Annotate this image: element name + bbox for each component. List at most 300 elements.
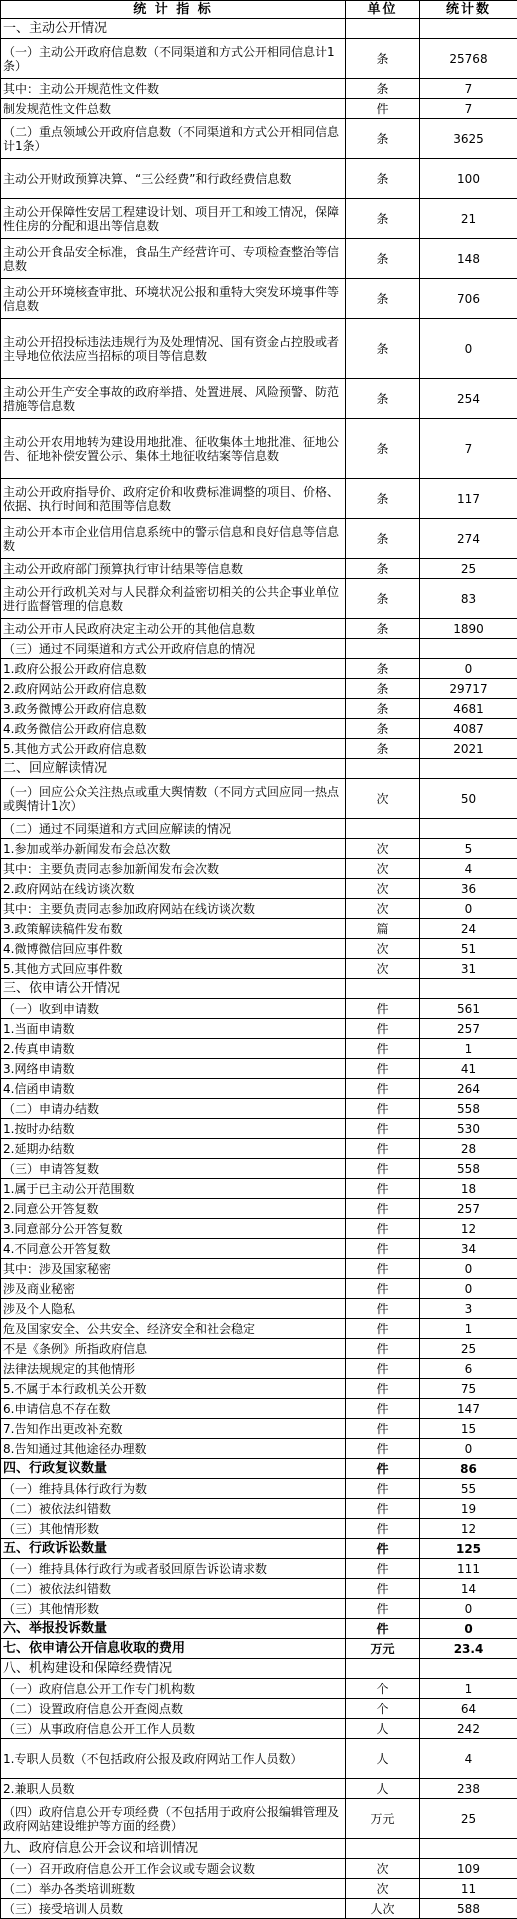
row-unit: 条 (346, 319, 420, 379)
table-row (1, 1899, 517, 1919)
row-count: 0 (420, 1599, 517, 1619)
table-row (1, 859, 517, 879)
row-indicator: 1.专职人员数（不包括政府公报及政府网站工作人员数） (1, 1739, 346, 1779)
row-unit: 件 (346, 1219, 420, 1239)
table-row (1, 839, 517, 859)
row-count: 238 (420, 1779, 517, 1799)
row-indicator: 七、依申请公开信息收取的费用 (1, 1639, 346, 1659)
table-row (1, 1299, 517, 1319)
row-count: 15 (420, 1419, 517, 1439)
row-count: 83 (420, 579, 517, 619)
row-indicator: 涉及商业秘密 (1, 1279, 346, 1299)
row-unit: 条 (346, 659, 420, 679)
row-indicator: 3.政策解读稿件发布数 (1, 919, 346, 939)
row-count: 0 (420, 1439, 517, 1459)
row-indicator: 2.政府网站公开政府信息数 (1, 679, 346, 699)
table-row (1, 1719, 517, 1739)
row-unit: 件 (346, 1519, 420, 1539)
row-unit: 件 (346, 1159, 420, 1179)
row-unit: 条 (346, 379, 420, 419)
row-unit: 条 (346, 239, 420, 279)
row-unit: 件 (346, 1259, 420, 1279)
section-row (1, 1539, 517, 1559)
row-indicator: 1.参加或举办新闻发布会总次数 (1, 839, 346, 859)
section-row (1, 1619, 517, 1639)
table-row (1, 999, 517, 1019)
row-indicator: 4.微博微信回应事件数 (1, 939, 346, 959)
row-unit: 人 (346, 1779, 420, 1799)
table-row (1, 1879, 517, 1899)
row-indicator: 主动公开生产安全事故的政府举措、处置进展、风险预警、防范措施等信息数 (1, 379, 346, 419)
row-count: 0 (420, 659, 517, 679)
row-count: 23.4 (420, 1639, 517, 1659)
row-indicator: （三）申请答复数 (1, 1159, 346, 1179)
table-row (1, 1339, 517, 1359)
section-row (1, 979, 517, 999)
row-indicator: （二）申请办结数 (1, 1099, 346, 1119)
row-unit: 件 (346, 1039, 420, 1059)
row-indicator: 五、行政诉讼数量 (1, 1539, 346, 1559)
row-unit: 条 (346, 559, 420, 579)
table-row (1, 119, 517, 159)
row-count: 3625 (420, 119, 517, 159)
row-unit: 件 (346, 1339, 420, 1359)
row-count: 0 (420, 1259, 517, 1279)
row-indicator: （一）政府信息公开工作专门机构数 (1, 1679, 346, 1699)
row-unit: 条 (346, 579, 420, 619)
table-row (1, 1859, 517, 1879)
table-row (1, 519, 517, 559)
row-unit: 件 (346, 1359, 420, 1379)
row-indicator: 主动公开本市企业信用信息系统中的警示信息和良好信息等信息数 (1, 519, 346, 559)
row-unit (346, 759, 420, 779)
table-row (1, 379, 517, 419)
row-unit (346, 1659, 420, 1679)
table-row (1, 739, 517, 759)
row-indicator: 5.其他方式回应事件数 (1, 959, 346, 979)
table-row (1, 1319, 517, 1339)
row-indicator: （一）主动公开政府信息数（不同渠道和方式公开相同信息计1条） (1, 39, 346, 79)
table-row (1, 819, 517, 839)
row-indicator: 主动公开市人民政府决定主动公开的其他信息数 (1, 619, 346, 639)
row-unit: 人 (346, 1719, 420, 1739)
row-unit: 件 (346, 99, 420, 119)
row-unit: 人 (346, 1739, 420, 1779)
table-row (1, 1019, 517, 1039)
table-row (1, 99, 517, 119)
row-count: 7 (420, 99, 517, 119)
row-count: 25 (420, 1799, 517, 1839)
row-unit: 条 (346, 519, 420, 559)
row-unit: 个 (346, 1679, 420, 1699)
row-count: 0 (420, 1619, 517, 1639)
row-indicator: 1.按时办结数 (1, 1119, 346, 1139)
table-row (1, 699, 517, 719)
header-unit: 单位 (346, 1, 420, 19)
row-count: 558 (420, 1159, 517, 1179)
row-indicator: 4.不同意公开答复数 (1, 1239, 346, 1259)
row-count (420, 1659, 517, 1679)
row-count: 117 (420, 479, 517, 519)
table-row (1, 719, 517, 739)
row-count: 147 (420, 1399, 517, 1419)
table-row (1, 1439, 517, 1459)
table-row (1, 1499, 517, 1519)
row-unit: 万元 (346, 1639, 420, 1659)
table-row (1, 1179, 517, 1199)
row-indicator: 主动公开招投标违法违规行为及处理情况、国有资金占控股或者主导地位依法应当招标的项目等信息数 (1, 319, 346, 379)
row-unit (346, 639, 420, 659)
table-row (1, 1239, 517, 1259)
row-unit: 条 (346, 679, 420, 699)
row-indicator: 涉及个人隐私 (1, 1299, 346, 1319)
row-unit: 条 (346, 419, 420, 479)
table-row (1, 1739, 517, 1779)
table-row (1, 279, 517, 319)
row-indicator: 一、主动公开情况 (1, 19, 346, 39)
row-indicator: 主动公开保障性安居工程建设计划、项目开工和竣工情况，保障性住房的分配和退出等信息数 (1, 199, 346, 239)
row-unit: 件 (346, 1459, 420, 1479)
row-unit: 件 (346, 1299, 420, 1319)
row-unit: 万元 (346, 1799, 420, 1839)
row-count: 34 (420, 1239, 517, 1259)
row-unit: 条 (346, 39, 420, 79)
row-unit: 次 (346, 859, 420, 879)
row-unit: 件 (346, 1599, 420, 1619)
table-row (1, 479, 517, 519)
row-count: 111 (420, 1559, 517, 1579)
row-indicator: 7.告知作出更改补充数 (1, 1419, 346, 1439)
table-row (1, 559, 517, 579)
row-unit: 件 (346, 1439, 420, 1459)
table-row (1, 1379, 517, 1399)
row-count: 588 (420, 1899, 517, 1919)
row-indicator: （一）收到申请数 (1, 999, 346, 1019)
row-count: 36 (420, 879, 517, 899)
table-row (1, 1779, 517, 1799)
row-count: 25 (420, 1339, 517, 1359)
row-count: 558 (420, 1099, 517, 1119)
row-indicator: 八、机构建设和保障经费情况 (1, 1659, 346, 1679)
table-row (1, 199, 517, 239)
row-unit: 件 (346, 1119, 420, 1139)
row-indicator: 不是《条例》所指政府信息 (1, 1339, 346, 1359)
row-count (420, 979, 517, 999)
row-unit: 条 (346, 619, 420, 639)
section-row (1, 1839, 517, 1859)
row-indicator: （一）维持具体行政行为或者驳回原告诉讼请求数 (1, 1559, 346, 1579)
table-row (1, 1099, 517, 1119)
row-indicator: 主动公开食品安全标准，食品生产经营许可、专项检查整治等信息数 (1, 239, 346, 279)
row-count (420, 1839, 517, 1859)
row-count: 0 (420, 319, 517, 379)
table-row (1, 1039, 517, 1059)
row-count: 5 (420, 839, 517, 859)
row-indicator: 二、回应解读情况 (1, 759, 346, 779)
row-count: 4087 (420, 719, 517, 739)
row-indicator: 主动公开政府指导价、政府定价和收费标准调整的项目、价格、依据、执行时间和范围等信息数 (1, 479, 346, 519)
table-row (1, 1579, 517, 1599)
row-count (420, 639, 517, 659)
row-indicator: 5.其他方式公开政府信息数 (1, 739, 346, 759)
row-indicator: 三、依申请公开情况 (1, 979, 346, 999)
row-indicator: 3.网络申请数 (1, 1059, 346, 1079)
table-row (1, 1419, 517, 1439)
row-indicator: （二）重点领域公开政府信息数（不同渠道和方式公开相同信息计1条） (1, 119, 346, 159)
table-row (1, 239, 517, 279)
row-unit: 件 (346, 999, 420, 1019)
row-count: 21 (420, 199, 517, 239)
row-indicator: 5.不属于本行政机关公开数 (1, 1379, 346, 1399)
row-count: 7 (420, 419, 517, 479)
table-row (1, 1059, 517, 1079)
row-unit (346, 19, 420, 39)
row-unit: 次 (346, 939, 420, 959)
row-count: 706 (420, 279, 517, 319)
row-unit: 件 (346, 1559, 420, 1579)
row-unit: 条 (346, 79, 420, 99)
table-row (1, 319, 517, 379)
row-unit: 件 (346, 1619, 420, 1639)
row-count: 14 (420, 1579, 517, 1599)
row-count: 257 (420, 1019, 517, 1039)
row-count: 86 (420, 1459, 517, 1479)
table-row (1, 1479, 517, 1499)
row-indicator: （二）设置政府信息公开查阅点数 (1, 1699, 346, 1719)
row-indicator: （三）从事政府信息公开工作人员数 (1, 1719, 346, 1739)
row-count: 1 (420, 1679, 517, 1699)
row-unit: 件 (346, 1099, 420, 1119)
row-indicator: 危及国家安全、公共安全、经济安全和社会稳定 (1, 1319, 346, 1339)
row-indicator: 6.申请信息不存在数 (1, 1399, 346, 1419)
row-count: 12 (420, 1519, 517, 1539)
row-count: 31 (420, 959, 517, 979)
row-indicator: （二）被依法纠错数 (1, 1579, 346, 1599)
row-indicator: 1.当面申请数 (1, 1019, 346, 1039)
row-count: 0 (420, 899, 517, 919)
table-row (1, 1159, 517, 1179)
row-indicator: （一）维持具体行政行为数 (1, 1479, 346, 1499)
row-count: 1 (420, 1319, 517, 1339)
row-unit: 件 (346, 1179, 420, 1199)
row-unit: 人次 (346, 1899, 420, 1919)
row-unit (346, 819, 420, 839)
row-indicator: （二）被依法纠错数 (1, 1499, 346, 1519)
row-count: 11 (420, 1879, 517, 1899)
row-indicator: 其中：主要负责同志参加新闻发布会次数 (1, 859, 346, 879)
row-indicator: 其中：主动公开规范性文件数 (1, 79, 346, 99)
row-count: 530 (420, 1119, 517, 1139)
row-count: 2021 (420, 739, 517, 759)
row-count: 109 (420, 1859, 517, 1879)
row-unit: 条 (346, 199, 420, 239)
row-count: 254 (420, 379, 517, 419)
row-indicator: （三）接受培训人员数 (1, 1899, 346, 1919)
row-count: 25768 (420, 39, 517, 79)
table-row (1, 1199, 517, 1219)
row-indicator: 1.属于已主动公开范围数 (1, 1179, 346, 1199)
header-indicator: 统 计 指 标 (1, 1, 346, 19)
section-row (1, 1459, 517, 1479)
row-count: 7 (420, 79, 517, 99)
table-row (1, 679, 517, 699)
row-unit: 条 (346, 739, 420, 759)
row-indicator: 2.同意公开答复数 (1, 1199, 346, 1219)
row-count: 12 (420, 1219, 517, 1239)
row-indicator: （四）政府信息公开专项经费（不包括用于政府公报编辑管理及政府网站建设维护等方面的经费） (1, 1799, 346, 1839)
row-unit: 件 (346, 1399, 420, 1419)
row-count: 51 (420, 939, 517, 959)
row-indicator: 其中：主要负责同志参加政府网站在线访谈次数 (1, 899, 346, 919)
row-indicator: （一）回应公众关注热点或重大舆情数（不同方式回应同一热点或舆情计1次） (1, 779, 346, 819)
row-indicator: 2.延期办结数 (1, 1139, 346, 1159)
row-count: 264 (420, 1079, 517, 1099)
table-row (1, 879, 517, 899)
row-unit: 条 (346, 719, 420, 739)
table-row (1, 579, 517, 619)
table-row (1, 619, 517, 639)
table-header-row (1, 1, 517, 19)
row-unit (346, 1839, 420, 1859)
row-unit: 件 (346, 1239, 420, 1259)
row-unit: 件 (346, 1579, 420, 1599)
table-row (1, 419, 517, 479)
row-count: 55 (420, 1479, 517, 1499)
section-row (1, 19, 517, 39)
row-count: 3 (420, 1299, 517, 1319)
row-indicator: 制发规范性文件总数 (1, 99, 346, 119)
row-count: 6 (420, 1359, 517, 1379)
header-count: 统计数 (420, 1, 517, 19)
row-count: 41 (420, 1059, 517, 1079)
row-indicator: （三）其他情形数 (1, 1599, 346, 1619)
row-count: 28 (420, 1139, 517, 1159)
row-unit: 次 (346, 1859, 420, 1879)
row-unit: 件 (346, 1279, 420, 1299)
row-unit: 次 (346, 779, 420, 819)
row-count: 64 (420, 1699, 517, 1719)
row-indicator: 其中：涉及国家秘密 (1, 1259, 346, 1279)
table-row (1, 639, 517, 659)
row-indicator: 2.政府网站在线访谈次数 (1, 879, 346, 899)
row-unit: 件 (346, 1059, 420, 1079)
table-row (1, 939, 517, 959)
row-indicator: 四、行政复议数量 (1, 1459, 346, 1479)
section-row (1, 1659, 517, 1679)
table-row (1, 959, 517, 979)
row-indicator: （三）其他情形数 (1, 1519, 346, 1539)
row-count: 19 (420, 1499, 517, 1519)
section-row (1, 1639, 517, 1659)
row-indicator: 1.政府公报公开政府信息数 (1, 659, 346, 679)
table-row (1, 899, 517, 919)
row-count: 4681 (420, 699, 517, 719)
row-unit: 件 (346, 1419, 420, 1439)
row-unit: 件 (346, 1319, 420, 1339)
row-indicator: 主动公开财政预算决算、“三公经费”和行政经费信息数 (1, 159, 346, 199)
row-indicator: 九、政府信息公开会议和培训情况 (1, 1839, 346, 1859)
table-row (1, 1139, 517, 1159)
table-row (1, 1219, 517, 1239)
row-unit: 件 (346, 1499, 420, 1519)
row-indicator: 3.同意部分公开答复数 (1, 1219, 346, 1239)
row-unit: 次 (346, 959, 420, 979)
row-unit: 条 (346, 159, 420, 199)
row-indicator: （三）通过不同渠道和方式公开政府信息的情况 (1, 639, 346, 659)
row-unit: 件 (346, 1199, 420, 1219)
row-indicator: 2.兼职人员数 (1, 1779, 346, 1799)
table-row (1, 1799, 517, 1839)
row-unit: 件 (346, 1479, 420, 1499)
row-count: 0 (420, 1279, 517, 1299)
table-row (1, 1679, 517, 1699)
row-count: 18 (420, 1179, 517, 1199)
row-unit: 次 (346, 839, 420, 859)
row-unit: 次 (346, 1879, 420, 1899)
table-row (1, 1279, 517, 1299)
table-row (1, 1399, 517, 1419)
table-row (1, 1599, 517, 1619)
row-unit: 件 (346, 1079, 420, 1099)
row-indicator: （二）举办各类培训班数 (1, 1879, 346, 1899)
row-count: 100 (420, 159, 517, 199)
row-unit: 件 (346, 1019, 420, 1039)
row-count: 4 (420, 1739, 517, 1779)
row-unit: 次 (346, 899, 420, 919)
row-count: 50 (420, 779, 517, 819)
row-indicator: （二）通过不同渠道和方式回应解读的情况 (1, 819, 346, 839)
row-count: 29717 (420, 679, 517, 699)
row-unit: 件 (346, 1379, 420, 1399)
table-body (1, 1, 517, 1919)
row-count (420, 759, 517, 779)
row-count: 274 (420, 519, 517, 559)
row-unit: 条 (346, 479, 420, 519)
row-unit: 个 (346, 1699, 420, 1719)
row-count: 257 (420, 1199, 517, 1219)
row-count: 4 (420, 859, 517, 879)
row-indicator: 4.政务微信公开政府信息数 (1, 719, 346, 739)
row-count: 75 (420, 1379, 517, 1399)
row-indicator: 8.告知通过其他途径办理数 (1, 1439, 346, 1459)
row-count: 561 (420, 999, 517, 1019)
table-row (1, 1359, 517, 1379)
row-count: 24 (420, 919, 517, 939)
row-unit: 条 (346, 699, 420, 719)
row-indicator: 2.传真申请数 (1, 1039, 346, 1059)
row-count (420, 19, 517, 39)
row-count: 125 (420, 1539, 517, 1559)
row-unit: 篇 (346, 919, 420, 939)
row-unit: 件 (346, 1139, 420, 1159)
section-row (1, 759, 517, 779)
row-indicator: 4.信函申请数 (1, 1079, 346, 1099)
row-indicator: 主动公开行政机关对与人民群众利益密切相关的公共企事业单位进行监督管理的信息数 (1, 579, 346, 619)
row-indicator: 主动公开政府部门预算执行审计结果等信息数 (1, 559, 346, 579)
row-indicator: 3.政务微博公开政府信息数 (1, 699, 346, 719)
table-row (1, 1559, 517, 1579)
table-row (1, 1699, 517, 1719)
row-unit: 件 (346, 1539, 420, 1559)
row-count: 25 (420, 559, 517, 579)
table-row (1, 659, 517, 679)
row-count: 148 (420, 239, 517, 279)
row-indicator: 法律法规规定的其他情形 (1, 1359, 346, 1379)
table-row (1, 39, 517, 79)
table-row (1, 1119, 517, 1139)
table-row (1, 1079, 517, 1099)
row-unit: 条 (346, 119, 420, 159)
